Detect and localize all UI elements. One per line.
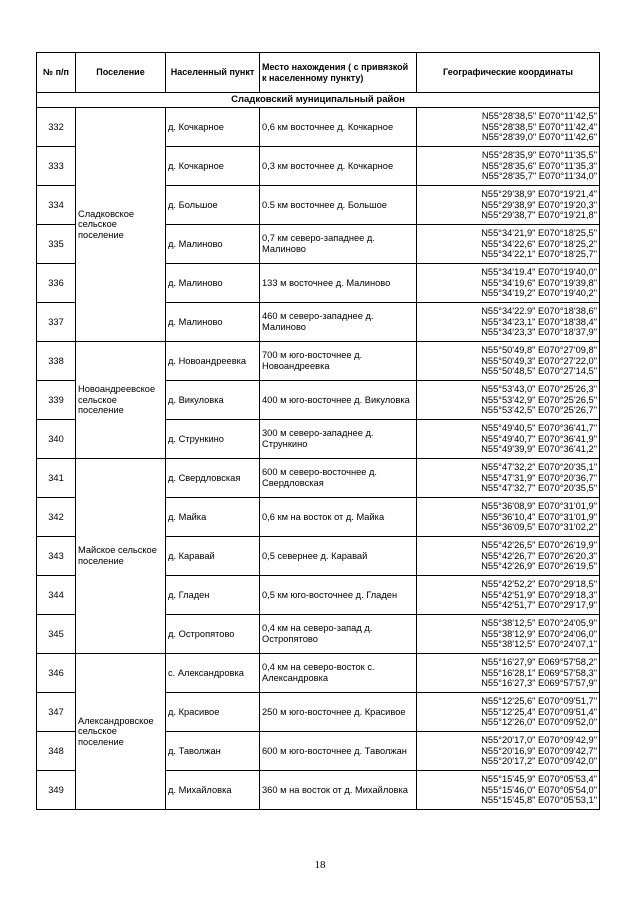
coordinate-line: N55°28'35,7" E070°11'34,0": [481, 171, 597, 182]
locality-name: д. Викуловка: [166, 381, 260, 420]
coordinate-line: N55°12'25,4" E070°09'51,4": [481, 706, 597, 717]
coordinates-table: [36, 52, 600, 810]
place-description: 0,3 км восточнее д. Кочкарное: [260, 147, 417, 186]
locality-name: д. Красивое: [166, 693, 260, 732]
coordinates-cell: [417, 342, 600, 381]
coordinate-line: N55°47'32,7" E070°20'35,5": [481, 483, 597, 494]
coordinate-line: N55°28'39,0" E070°11'42,6": [481, 132, 597, 143]
row-number: 343: [37, 537, 76, 576]
header-row: [37, 53, 600, 93]
settlement-name: Майское сельское поселение: [76, 459, 166, 654]
row-number: 337: [37, 303, 76, 342]
coordinate-line: N55°42'26,7" E070°26'20,3": [481, 550, 597, 561]
table-body: [37, 93, 600, 810]
place-description: 600 м юго-восточнее д. Таволжан: [260, 732, 417, 771]
district-row: [37, 93, 600, 108]
table-row: [37, 342, 600, 381]
coordinate-line: N55°49'40,5" E070°36'41,7": [481, 423, 597, 434]
row-number: 334: [37, 186, 76, 225]
place-description: 0,6 км восточнее д. Кочкарное: [260, 108, 417, 147]
coordinate-line: N55°34'21,9" E070°18'25,5": [481, 228, 597, 239]
coordinate-line: N55°53'42,5" E070°25'26,7": [481, 405, 597, 416]
place-description: 250 м юго-восточнее д. Красивое: [260, 693, 417, 732]
row-number: 342: [37, 498, 76, 537]
locality-name: д. Стрункино: [166, 420, 260, 459]
locality-name: д. Михайловка: [166, 771, 260, 810]
coordinate-line: N55°29'38,9" E070°19'21,4": [481, 189, 597, 200]
place-description: 133 м восточнее д. Малиново: [260, 264, 417, 303]
header-coords: Географические координаты: [417, 53, 600, 93]
row-number: 333: [37, 147, 76, 186]
coordinate-line: N55°15'46,0" E070°05'54,0": [481, 784, 597, 795]
header-num: № п/п: [37, 53, 76, 93]
place-description: 0,5 севернее д. Каравай: [260, 537, 417, 576]
coordinate-line: N55°34'19.4" E070°19'40,0": [481, 267, 597, 278]
coordinate-line: N55°36'10,4" E070°31'01,9": [481, 511, 597, 522]
coordinate-line: N55°53'43,0" E070°25'26,3": [481, 384, 597, 395]
coordinate-line: N55°34'19,6" E070°19'39,8": [481, 277, 597, 288]
coordinate-line: N55°28'35,6" E070°11'35,3": [481, 160, 597, 171]
header-settlement: Поселение: [76, 53, 166, 93]
coordinate-line: N55°29'38,9" E070°19'20,3": [481, 199, 597, 210]
locality-name: д. Кочкарное: [166, 108, 260, 147]
coordinates-cell: [417, 381, 600, 420]
coordinate-line: N55°42'26,5" E070°26'19,9": [481, 540, 597, 551]
coordinate-line: N55°20'17,0" E070°09'42,9": [481, 735, 597, 746]
locality-name: д. Гладен: [166, 576, 260, 615]
table-row: [37, 459, 600, 498]
coordinate-line: N55°38'12,5" E070°24'05,9": [481, 618, 597, 629]
row-number: 335: [37, 225, 76, 264]
place-description: 0,4 км на северо-восток с. Александровка: [260, 654, 417, 693]
row-number: 347: [37, 693, 76, 732]
coordinates-cell: [417, 615, 600, 654]
coordinates-cell: [417, 498, 600, 537]
district-title: Сладковский муниципальный район: [37, 93, 600, 108]
coordinates-cell: [417, 732, 600, 771]
place-description: 0.5 км восточнее д. Большое: [260, 186, 417, 225]
place-description: 400 м юго-восточнее д. Викуловка: [260, 381, 417, 420]
coordinate-line: N55°38'12,5" E070°24'07,1": [481, 639, 597, 650]
coordinate-line: N55°47'31,9" E070°20'36,7": [481, 472, 597, 483]
coordinate-line: N55°29'38,7" E070°19'21,8": [481, 210, 597, 221]
coordinate-line: N55°34'22.9" E070°18'38,6": [481, 306, 597, 317]
locality-name: д. Таволжан: [166, 732, 260, 771]
place-description: 700 м юго-восточнее д. Новоандреевка: [260, 342, 417, 381]
coordinate-line: N55°12'25,6" E070°09'51,7": [481, 696, 597, 707]
locality-name: д. Остропятово: [166, 615, 260, 654]
coordinate-line: N55°50'48,5" E070°27'14,5": [481, 366, 597, 377]
coordinates-cell: [417, 693, 600, 732]
place-description: 600 м северо-восточнее д. Свердловская: [260, 459, 417, 498]
header-place: Место нахождения ( с привязкой к населенному пункту): [260, 53, 417, 93]
coordinates-cell: [417, 576, 600, 615]
coordinate-line: N55°49'39,9" E070°36'41,2": [481, 444, 597, 455]
locality-name: д. Кочкарное: [166, 147, 260, 186]
coordinate-line: N55°50'49,8" E070°27'09,8": [481, 345, 597, 356]
coordinate-line: N55°16'27,3" E069°57'57,9": [481, 678, 597, 689]
coordinate-line: N55°53'42,9" E070°25'26,5": [481, 394, 597, 405]
locality-name: д. Майка: [166, 498, 260, 537]
settlement-name: Сладковское сельское поселение: [76, 108, 166, 342]
coordinates-cell: [417, 654, 600, 693]
coordinate-line: N55°15'45,8" E070°05'53,1": [481, 795, 597, 806]
locality-name: д. Свердловская: [166, 459, 260, 498]
row-number: 344: [37, 576, 76, 615]
coordinate-line: N55°49'40,7" E070°36'41,9": [481, 433, 597, 444]
row-number: 341: [37, 459, 76, 498]
place-description: 360 м на восток от д. Михайловка: [260, 771, 417, 810]
coordinates-cell: [417, 147, 600, 186]
place-description: 460 м северо-западнее д. Малиново: [260, 303, 417, 342]
coordinate-line: N55°42'52,2" E070°29'18,5": [481, 579, 597, 590]
coordinates-cell: [417, 771, 600, 810]
header-locality: Населенный пункт: [166, 53, 260, 93]
row-number: 345: [37, 615, 76, 654]
coordinate-line: N55°34'19,2" E070°19'40,2": [481, 288, 597, 299]
coordinate-line: N55°42'51,9" E070°29'18,3": [481, 589, 597, 600]
row-number: 340: [37, 420, 76, 459]
settlement-name: Александровское сельское поселение: [76, 654, 166, 810]
settlement-name: Новоандреевское сельское поселение: [76, 342, 166, 459]
coordinates-cell: [417, 225, 600, 264]
coordinates-cell: [417, 459, 600, 498]
locality-name: д. Малиново: [166, 225, 260, 264]
locality-name: д. Малиново: [166, 303, 260, 342]
place-description: 300 м северо-западнее д. Стрункино: [260, 420, 417, 459]
coordinates-cell: [417, 108, 600, 147]
row-number: 332: [37, 108, 76, 147]
coordinate-line: N55°28'38,5" E070°11'42,4": [481, 121, 597, 132]
coordinate-line: N55°34'23,3" E070°18'37,9": [481, 327, 597, 338]
row-number: 339: [37, 381, 76, 420]
row-number: 346: [37, 654, 76, 693]
coordinates-cell: [417, 537, 600, 576]
place-description: 0,5 км юго-восточнее д. Гладен: [260, 576, 417, 615]
row-number: 348: [37, 732, 76, 771]
coordinate-line: N55°28'38,5" E070°11'42,5": [481, 111, 597, 122]
coordinate-line: N55°16'27,9" E069°57'58,2": [481, 657, 597, 668]
coordinate-line: N55°36'09,5" E070°31'02,2": [481, 522, 597, 533]
coordinates-cell: [417, 303, 600, 342]
coordinate-line: N55°15'45,9" E070°05'53,4": [481, 774, 597, 785]
locality-name: д. Большое: [166, 186, 260, 225]
place-description: 0,4 км на северо-запад д. Остропятово: [260, 615, 417, 654]
coordinate-line: N55°34'22,1" E070°18'25,7": [481, 249, 597, 260]
locality-name: с. Александровка: [166, 654, 260, 693]
row-number: 336: [37, 264, 76, 303]
coordinate-line: N55°42'26,9" E070°26'19,5": [481, 561, 597, 572]
row-number: 349: [37, 771, 76, 810]
locality-name: д. Малиново: [166, 264, 260, 303]
coordinates-cell: [417, 420, 600, 459]
coordinate-line: N55°34'23,1" E070°18'38,4": [481, 316, 597, 327]
coordinate-line: N55°36'08,9" E070°31'01,9": [481, 501, 597, 512]
page-number: 18: [314, 859, 326, 871]
coordinates-cell: [417, 264, 600, 303]
locality-name: д. Каравай: [166, 537, 260, 576]
coordinates-cell: [417, 186, 600, 225]
coordinate-line: N55°34'22,6" E070°18'25,2": [481, 238, 597, 249]
coordinate-line: N55°16'28,1" E069°57'58,3": [481, 667, 597, 678]
coordinate-line: N55°28'35,9" E070°11'35,5": [481, 150, 597, 161]
coordinate-line: N55°42'51,7" E070°29'17,9": [481, 600, 597, 611]
table-row: [37, 654, 600, 693]
coordinate-line: N55°12'26,0" E070°09'52,0": [481, 717, 597, 728]
row-number: 338: [37, 342, 76, 381]
coordinate-line: N55°38'12,9" E070°24'06,0": [481, 628, 597, 639]
coordinate-line: N55°20'17,2" E070°09'42,0": [481, 756, 597, 767]
place-description: 0,6 км на восток от д. Майка: [260, 498, 417, 537]
place-description: 0,7 км северо-западнее д. Малиново: [260, 225, 417, 264]
table-row: [37, 108, 600, 147]
coordinate-line: N55°20'16,9" E070°09'42,7": [481, 745, 597, 756]
coordinate-line: N55°47'32,2" E070°20'35,1": [481, 462, 597, 473]
locality-name: д. Новоандреевка: [166, 342, 260, 381]
coordinate-line: N55°50'49,3" E070°27'22,0": [481, 355, 597, 366]
